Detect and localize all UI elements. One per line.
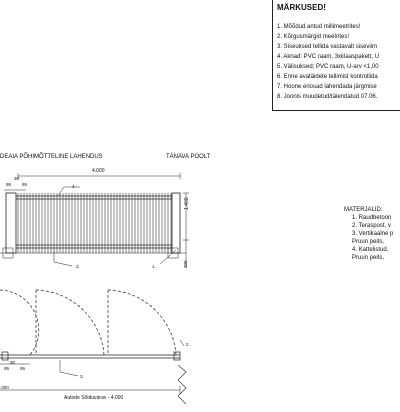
material-item: 2. Teraspost, v [352, 223, 391, 229]
materials-title: MATERJALID: [344, 207, 383, 213]
dim-30-bottom: 30 [10, 360, 16, 365]
dim-bottom-left: .000 [0, 385, 9, 390]
street-side-label: TÄNAVA POOLT [166, 154, 211, 160]
note-item: 6. Enne avatäidete tellimist kontrollida [277, 74, 378, 80]
material-item: 4. Kattelistud, [352, 247, 389, 253]
callout-3-bottom: 3. [80, 374, 84, 379]
dim-95-bottom-right: 95 [20, 366, 26, 371]
callout-1: 1. [152, 264, 156, 269]
dim-95-bottom: 95 [4, 366, 10, 371]
dim-top: 4.000 [92, 168, 105, 174]
drawing-title: DEAIA PÕHIMÕTTELINE LAHENDUS [0, 154, 103, 160]
car-gate-label: Autode Sõiduvärav - 4.000 [64, 395, 124, 401]
note-item: 7. Hoone eriosad lahendada järgmise [277, 84, 377, 90]
fence-elevation [0, 173, 189, 268]
note-item: 2. Kõrgusmärgid meetrites! [277, 34, 350, 40]
dim-95-right: 95 [22, 182, 28, 187]
material-item: Pruun peits, [352, 255, 385, 261]
dim-30: 30 [14, 176, 20, 181]
callout-3-top: 3. [76, 264, 80, 269]
callout-4: 4. [72, 184, 76, 189]
note-item: 5. Välisuksed; PVC raam, U-arv <1,00 [277, 64, 379, 70]
note-item: 8. Joonis muudetud/täiendatud 07.06. [277, 94, 378, 100]
fence-plan [0, 290, 186, 404]
dim-300: 300 [183, 260, 188, 268]
note-item: 4. Aknad: PVC raam, 3xklaaspakett, U [277, 54, 380, 60]
material-item: 3. Vertikaalne p [352, 231, 394, 237]
callout-2: 2. [186, 342, 190, 347]
material-item: Pruun peits, [352, 239, 385, 245]
dim-height: 1.400 [184, 197, 190, 210]
material-item: 1. Raudbetoon [352, 215, 392, 221]
note-item: 3. Siseuksed tellida vastavalt siseviim [277, 44, 378, 50]
note-item: 1. Mõõdud antud millimeetrites! [277, 24, 361, 30]
fence-pickets [18, 193, 171, 253]
dim-95-left: 95 [6, 182, 12, 187]
notes-title: MÄRKUSED! [277, 3, 326, 12]
